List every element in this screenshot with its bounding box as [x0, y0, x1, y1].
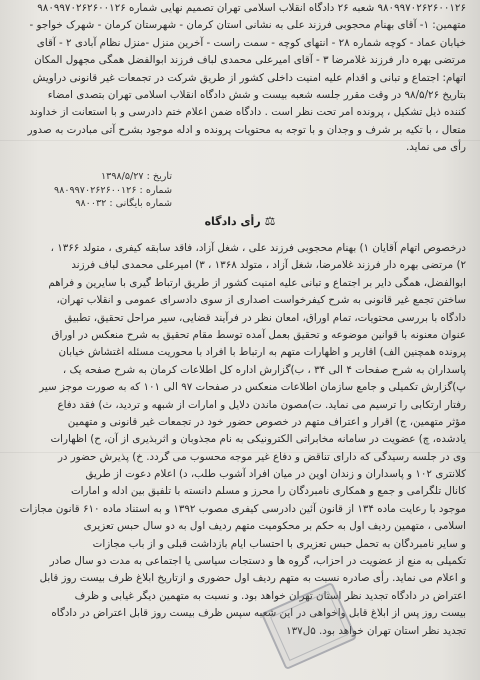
meta-archive: شماره بایگانی : ۹۸۰۰۳۲ — [75, 198, 172, 209]
text-line: بیست روز پس از ابلاغ قابل واخواهی در این شعبه سپس ظرف بیست روز قابل اعتراض در دادگاه — [51, 607, 466, 620]
text-line: پرونده همچنین الف) اقاریر و اظهارات متهم به ارتباط با افراد با محوریت مسئله اغتشاش خیابان — [58, 346, 466, 359]
meta-number: شماره : ۹۸۰۹۹۷۰۲۶۲۶۰۰۱۲۶ — [54, 184, 172, 196]
text-line: دادگاه با بررسی محتویات، تمام اوراق، امعان نظر در فرآیند قضایی، سیر مراحل تحقیق، تطبیق — [64, 311, 466, 324]
text-line: رأی می نماید. — [405, 141, 466, 154]
text-line: کننده ذیل تشکیل ، پرونده امر تحت نظر است . دادگاه ضمن اعلام ختم دادرسی و با استعانت از خداوند — [29, 106, 466, 119]
text-line: مرتضی بهره دار فرزند غلامرضا ۳ - آقای امیرعلی محمدی لباف فرزند ابوالفضل همگی مجهول المکان — [34, 54, 466, 67]
text-line: کلانتری ۱۰۲ و پاسداران و زندان اوین در میان افراد آشوب طلب، د) اعلام دعوت از طریق — [85, 468, 466, 481]
text-line: اعتراض در دادگاه تجدید نظر استان تهران خواهد بود. و نسبت به متهمین دیگر غیابی و ظرف — [74, 589, 466, 602]
text-line: متهمین: ۱- آقای بهنام محجوبی فرزند علی به نشانی استان کرمان - شهرستان کرمان - شهرک خواجو - — [29, 19, 466, 32]
text-line: بتاریخ ۹۸/۵/۲۶ در وقت مقرر جلسه شعبه بیست و شش دادگاه انقلاب اسلامی تهران بتصدی امضاء — [47, 88, 466, 101]
header-paragraph — [14, 0, 466, 157]
text-line: موجود با رعایت ماده ۱۳۴ از قانون آئین دادرسی کیفری مصوب ۱۳۹۲ و به استناد ماده ۶۱۰ قانون مجازات — [19, 502, 466, 515]
verdict-heading — [140, 214, 340, 228]
text-line: تجدید نظر استان تهران خواهد بود. ۵ل۱۳۷ — [286, 624, 466, 637]
text-line: یادشده، چ) عضویت در سامانه مخابراتی الکترونیکی به نام مجذوبان و اثربذیری از آن، ح) اظهارات — [50, 433, 466, 446]
text-line: خیابان عماد - کوچه شماره ۲۸ - انتهای کوچه - سمت راست - آخرین منزل -منزل نظام آبادی ۲ - آقای — [36, 36, 466, 49]
text-line: ۲) مرتضی بهره دار فرزند غلامرضا، شغل آزاد ، متولد ۱۳۶۸ ، ۳) امیرعلی محمدی لباف فرزند — [71, 259, 466, 272]
text-line: اتهام: اجتماع و تبانی و اقدام علیه امنیت داخلی کشور از طریق شرکت در تجمعات غیر قانونی دراویش — [32, 71, 466, 84]
document-meta — [14, 170, 180, 211]
meta-date: تاریخ : ۱۳۹۸/۵/۲۷ — [101, 171, 172, 182]
text-line: اسلامی ، متهمین ردیف اول به حکم بر محکومیت متهم ردیف اول به دو سال حبس تعزیری — [83, 520, 466, 533]
verdict-body — [14, 240, 466, 640]
text-line: عنوان معنونه با قوانین موضوعه و تحقیق بعمل آمده توسط مقام تحقیق به شرح منعکس در اوراق — [51, 328, 466, 341]
text-line: وی در جلسه رسیدگی که دارای تناقض و دفاع غیر موجه محسوب می گردد. خ) پذیرش حضور در — [57, 450, 466, 463]
text-line: تکمیلی به منع از عضویت در احزاب، گروه ها و دستجات سیاسی یا اجتماعی به مدت دو سال صادر — [49, 555, 466, 568]
text-line: ساختن تجمع غیر قانونی به شرح کیفرخواست اصداری از سوی دادسرای عمومی و انقلاب تهران، — [56, 294, 466, 307]
text-line: و سایر نامبردگان به تحمل حبس تعزیری با احتساب ایام بازداشت قبلی و از باب مجازات — [92, 537, 466, 550]
scales-icon: ⚖ — [264, 214, 276, 228]
text-line: ۹۸۰۹۹۷۰۲۶۲۶۰۰۱۲۶ شعبه ۲۶ دادگاه انقلاب اسلامی تهران تصمیم نهایی شماره ۹۸۰۹۹۷۰۲۶۲۶۰۰۱۲۶ — [37, 2, 466, 14]
text-line: متعال ، با تکیه بر شرف و وجدان و با توجه به محتویات پرونده و ادله موجود بشرح آتی مبادرت به صدور — [27, 123, 466, 136]
text-line: پ)گزارش تکمیلی و جامع سازمان اطلاعات منعکس در صفحات ۹۷ الی ۱۰۱ که به صورت موجز سیر — [39, 381, 466, 394]
text-line: درخصوص اتهام آقایان ۱) بهنام محجوبی فرزند علی ، شغل آزاد، فاقد سابقه کیفری ، متولد ۱۳۶۶ ، — [50, 242, 466, 254]
text-line: ابوالفضل، همگی دایر بر اجتماع و تبانی علیه امنیت کشور از طریق ارتباط گیری با سایرین و فراهم — [48, 276, 466, 289]
text-line: رفتار ارتکابی را ترسیم می نماید. ت)مصون ماندن دلایل و امارات از شبهه و تردید، ث) فقد دفاع — [57, 398, 466, 411]
text-line: مؤثر متهمین، ج) اقرار و اعتراف متهم در خصوص حضور خود در تجمعات غیر قانونی و متهمین — [67, 415, 466, 428]
text-line: کانال تلگرامی و جمع و همکاری نامبردگان را محرز و مسلم دانسته با تلفیق بین ادله و امارات — [70, 485, 466, 498]
text-line: پاسداران به شرح صفحات ۴ الی ۳۴ ، ب)گزارش اداره کل اطلاعات کرمان به شرح صفحه یک ، — [62, 363, 466, 376]
text-line: و اعلام می نماید. رأی صادره نسبت به متهم ردیف اول حضوری و ازتاریخ ابلاغ ظرف بیست روز قابل — [39, 572, 466, 585]
verdict-heading-text: رأی دادگاه — [204, 215, 261, 228]
